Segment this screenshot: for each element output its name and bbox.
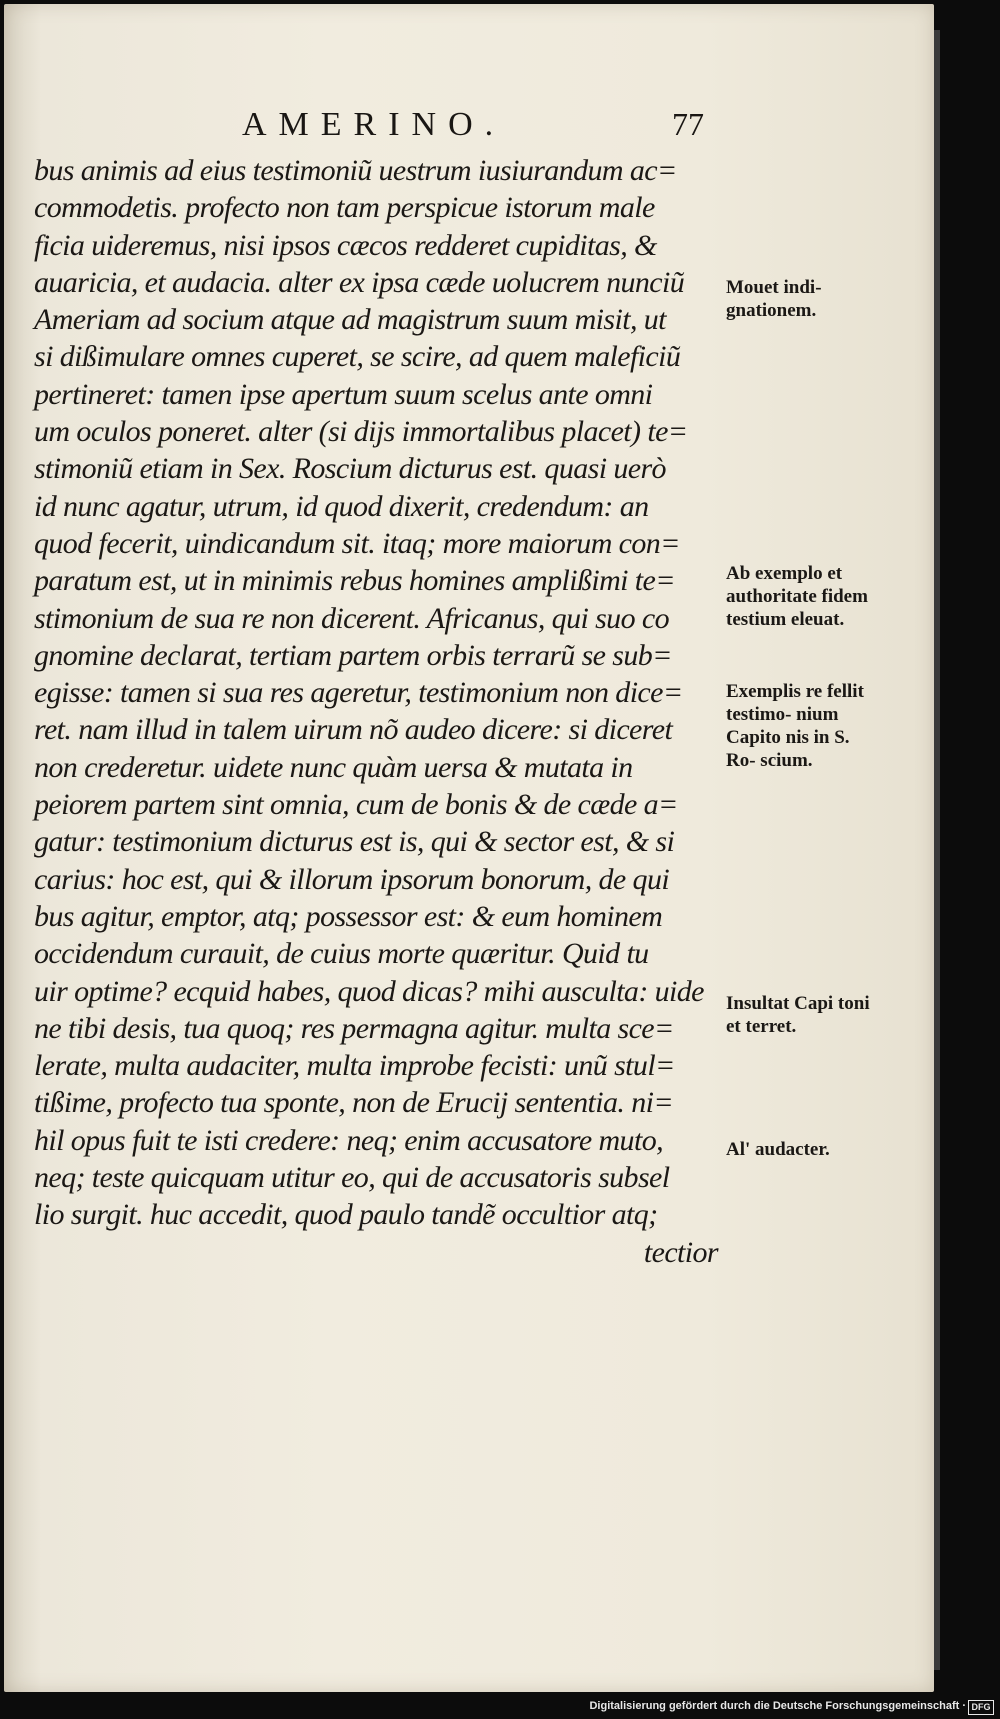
dfg-logo: DFG xyxy=(968,1700,994,1715)
text-line: gnomine declarat, tertiam partem orbis terrarũ se sub= xyxy=(34,638,672,672)
text-line: ret. nam illud in talem uirum nõ audeo dicere: si diceret xyxy=(34,713,673,747)
text-line: neq; teste quicquam utitur eo, qui de accusatoris subsel xyxy=(34,1161,670,1195)
text-line: uir optime? ecquid habes, quod dicas? mihi ausculta: uide xyxy=(34,974,704,1008)
text-line: hil opus fuit te isti credere: neq; enim accusatore muto, xyxy=(34,1123,663,1157)
catchword: tectior xyxy=(643,1235,718,1269)
margin-note: Ab exemplo et authoritate fidem testium eleuat. xyxy=(726,563,868,630)
text-line: paratum est, ut in minimis rebus homines amplißimi te= xyxy=(34,564,675,598)
text-line: egisse: tamen si sua res ageretur, testimonium non dice= xyxy=(34,676,683,710)
page-number: 77 xyxy=(672,106,704,142)
text-line: stimonium de sua re non dicerent. Africanus, qui suo co xyxy=(34,601,669,635)
text-line: gatur: testimonium dicturus est is, qui & sector est, & si xyxy=(34,825,675,859)
page-header xyxy=(4,104,934,144)
text-line: carius: hoc est, qui & illorum ipsorum bonorum, de qui xyxy=(34,862,670,896)
text-line: ne tibi desis, tua quoq; res permagna agitur. multa sce= xyxy=(34,1011,674,1045)
text-line: tißime, profecto tua sponte, non de Erucij sententia. ni= xyxy=(34,1086,673,1120)
text-line: commodetis. profecto non tam perspicue istorum male xyxy=(34,191,655,225)
text-line: pertineret: tamen ipse apertum suum scelus ante omni xyxy=(34,377,653,411)
text-line: quod fecerit, uindicandum sit. itaq; more maiorum con= xyxy=(34,526,680,560)
footer xyxy=(0,1698,1000,1719)
text-line: bus animis ad eius testimoniũ uestrum iusiurandum ac= xyxy=(34,154,677,187)
text-line: bus agitur, emptor, atq; possessor est: & eum hominem xyxy=(34,899,663,933)
running-head: AMERINO. xyxy=(242,106,506,143)
text-line: stimoniũ etiam in Sex. Roscium dicturus est. quasi uerò xyxy=(34,452,666,486)
digitization-credit: Digitalisierung gefördert durch die Deutsche Forschungsgemeinschaft · xyxy=(589,1700,966,1712)
margin-note: Mouet indi- gnationem. xyxy=(726,277,822,321)
margin-note: Al' audacter. xyxy=(726,1139,830,1160)
text-line: lerate, multa audaciter, multa improbe fecisti: unũ stul= xyxy=(34,1049,675,1083)
text-line: peiorem partem sint omnia, cum de bonis & de cæde a= xyxy=(34,788,678,822)
margin-note: Exemplis re fellit testimo- nium Capito nis in S. Ro- scium. xyxy=(726,681,864,771)
text-line: lio surgit. huc accedit, quod paulo tandẽ occultior atq; xyxy=(34,1198,658,1232)
body-text xyxy=(34,152,724,1271)
margin-note: Insultat Capi toni et terret. xyxy=(726,993,870,1037)
text-line: non crederetur. uidete nunc quàm uersa & mutata in xyxy=(34,750,633,784)
text-line: occidendum curauit, de cuius morte quæritur. Quid tu xyxy=(34,937,649,971)
book-page xyxy=(4,4,934,1692)
text-line: um oculos poneret. alter (si dijs immortalibus placet) te= xyxy=(34,415,688,449)
text-line: si dißimulare omnes cuperet, se scire, ad quem maleficiũ xyxy=(34,340,681,374)
text-line: ficia uideremus, nisi ipsos cæcos redderet cupiditas, & xyxy=(34,228,657,262)
text-line: auaricia, et audacia. alter ex ipsa cæde uolucrem nunciũ xyxy=(34,265,685,299)
text-line: id nunc agatur, utrum, id quod dixerit, credendum: an xyxy=(34,489,649,523)
page-edge xyxy=(934,30,940,1670)
text-line: Ameriam ad socium atque ad magistrum suum misit, ut xyxy=(34,303,666,337)
